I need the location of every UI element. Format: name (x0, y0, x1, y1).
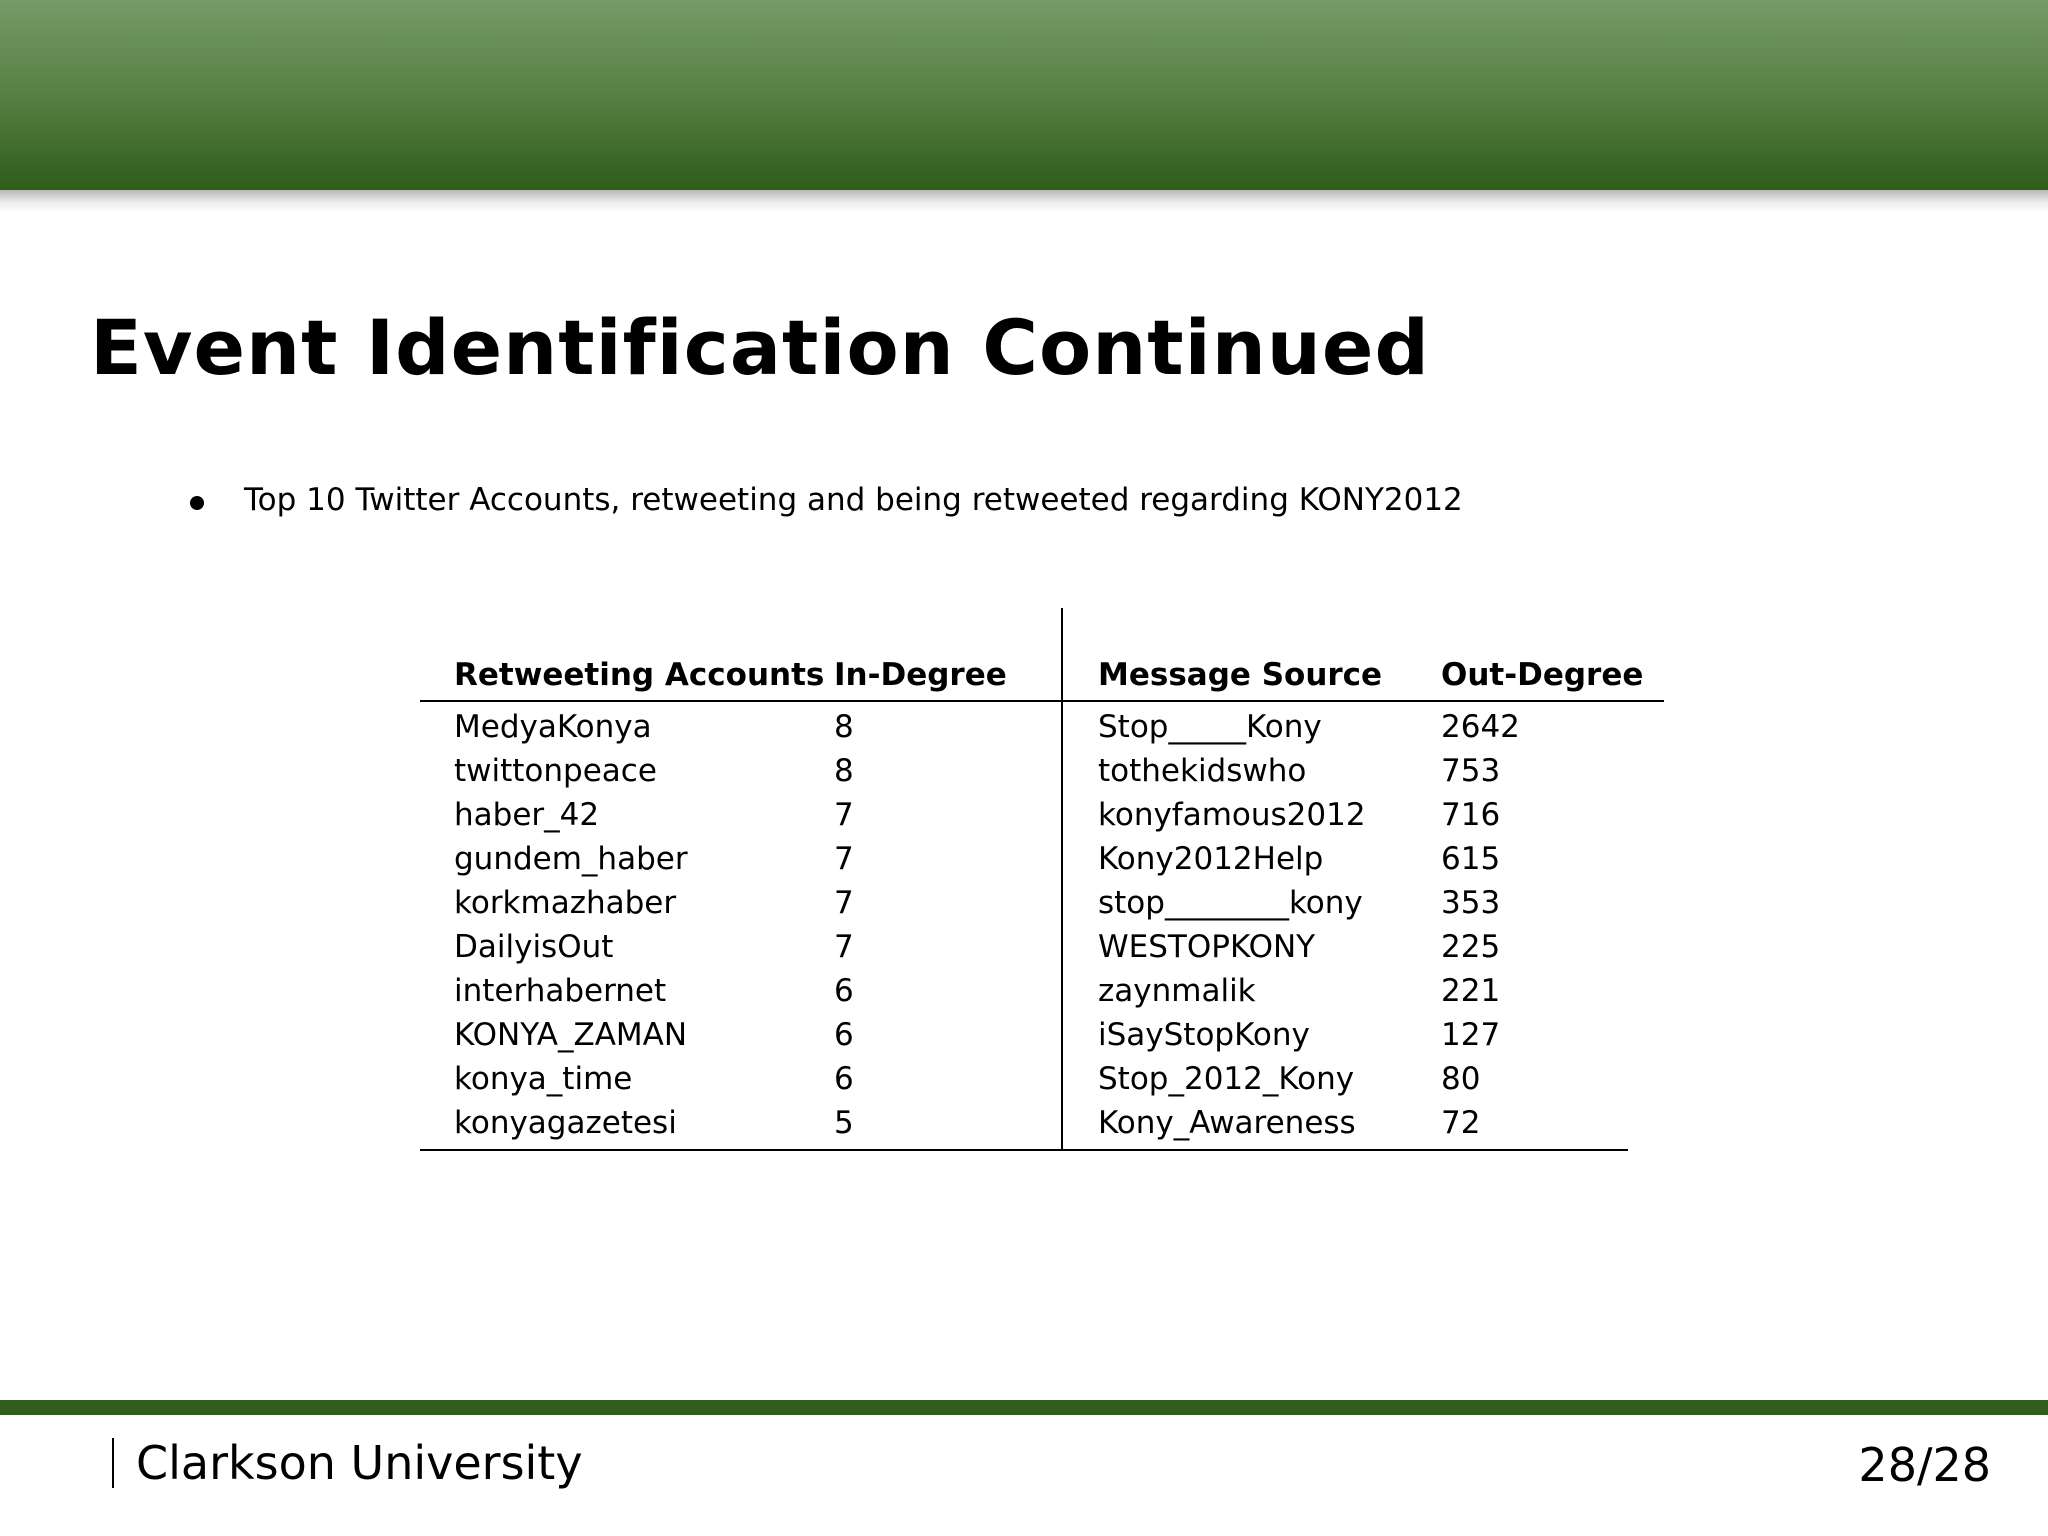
message-source-cell: Stop_____Kony (1062, 701, 1441, 749)
retweeting-account-cell: gundem_haber (454, 841, 688, 877)
bullet-item (190, 482, 1463, 518)
header-retweeting-accounts: Retweeting Accounts (454, 657, 825, 693)
in-degree-cell: 6 (834, 1061, 854, 1097)
message-source-cell: iSayStopKony (1062, 1013, 1441, 1057)
retweeting-account-cell: twittonpeace (454, 753, 657, 789)
footer-band (0, 1400, 2048, 1415)
retweeting-account-cell: interhabernet (454, 973, 667, 1009)
degree-table-container (420, 608, 1644, 1151)
out-degree-cell: 72 (1441, 1105, 1481, 1141)
out-degree-cell: 716 (1441, 797, 1501, 833)
page-number: 28/28 (1858, 1438, 1991, 1492)
table-row (420, 749, 1664, 793)
in-degree-cell: 7 (834, 885, 854, 921)
out-degree-cell: 225 (1441, 929, 1501, 965)
message-source-cell: tothekidswho (1062, 749, 1441, 793)
out-degree-cell: 80 (1441, 1061, 1481, 1097)
message-source-cell: zaynmalik (1062, 969, 1441, 1013)
table-row (420, 1013, 1664, 1057)
message-source-cell: konyfamous2012 (1062, 793, 1441, 837)
table-row (420, 837, 1664, 881)
out-degree-cell: 353 (1441, 885, 1501, 921)
in-degree-cell: 6 (834, 1017, 854, 1053)
retweeting-account-cell: konya_time (454, 1061, 633, 1097)
table-row (420, 969, 1664, 1013)
retweeting-account-cell: haber_42 (454, 797, 600, 833)
bullet-icon (190, 496, 204, 510)
out-degree-cell: 221 (1441, 973, 1501, 1009)
out-degree-cell: 2642 (1441, 709, 1520, 745)
in-degree-cell: 8 (834, 753, 854, 789)
footer-separator (112, 1438, 114, 1488)
message-source-cell: Kony2012Help (1062, 837, 1441, 881)
in-degree-cell: 7 (834, 841, 854, 877)
retweeting-account-cell: korkmazhaber (454, 885, 677, 921)
table-header-row (420, 608, 1664, 701)
header-band (0, 0, 2048, 190)
message-source-cell: stop________kony (1062, 881, 1441, 925)
table-row (420, 793, 1664, 837)
retweeting-account-cell: konyagazetesi (454, 1105, 677, 1141)
degree-table (420, 608, 1664, 1149)
message-source-cell: Kony_Awareness (1062, 1101, 1441, 1149)
table-row (420, 1101, 1664, 1149)
in-degree-cell: 7 (834, 929, 854, 965)
out-degree-cell: 615 (1441, 841, 1501, 877)
bullet-text: Top 10 Twitter Accounts, retweeting and being retweeted regarding KONY2012 (244, 482, 1463, 518)
in-degree-cell: 8 (834, 709, 854, 745)
out-degree-cell: 753 (1441, 753, 1501, 789)
table-row (420, 1057, 1664, 1101)
header-out-degree: Out-Degree (1441, 657, 1644, 693)
header-in-degree: In-Degree (834, 657, 1007, 693)
header-message-source: Message Source (1062, 608, 1441, 701)
table-bottom-rule (420, 1149, 1628, 1151)
in-degree-cell: 6 (834, 973, 854, 1009)
slide-title: Event Identification Continued (90, 303, 1430, 392)
message-source-cell: Stop_2012_Kony (1062, 1057, 1441, 1101)
table-row (420, 701, 1664, 749)
retweeting-account-cell: DailyisOut (454, 929, 614, 965)
table-row (420, 925, 1664, 969)
message-source-cell: WESTOPKONY (1062, 925, 1441, 969)
footer-institution (112, 1438, 583, 1488)
in-degree-cell: 7 (834, 797, 854, 833)
retweeting-account-cell: KONYA_ZAMAN (454, 1017, 688, 1053)
retweeting-account-cell: MedyaKonya (454, 709, 652, 745)
out-degree-cell: 127 (1441, 1017, 1501, 1053)
table-row (420, 881, 1664, 925)
header-shadow (0, 190, 2048, 212)
in-degree-cell: 5 (834, 1105, 854, 1141)
institution-name: Clarkson University (136, 1436, 583, 1490)
